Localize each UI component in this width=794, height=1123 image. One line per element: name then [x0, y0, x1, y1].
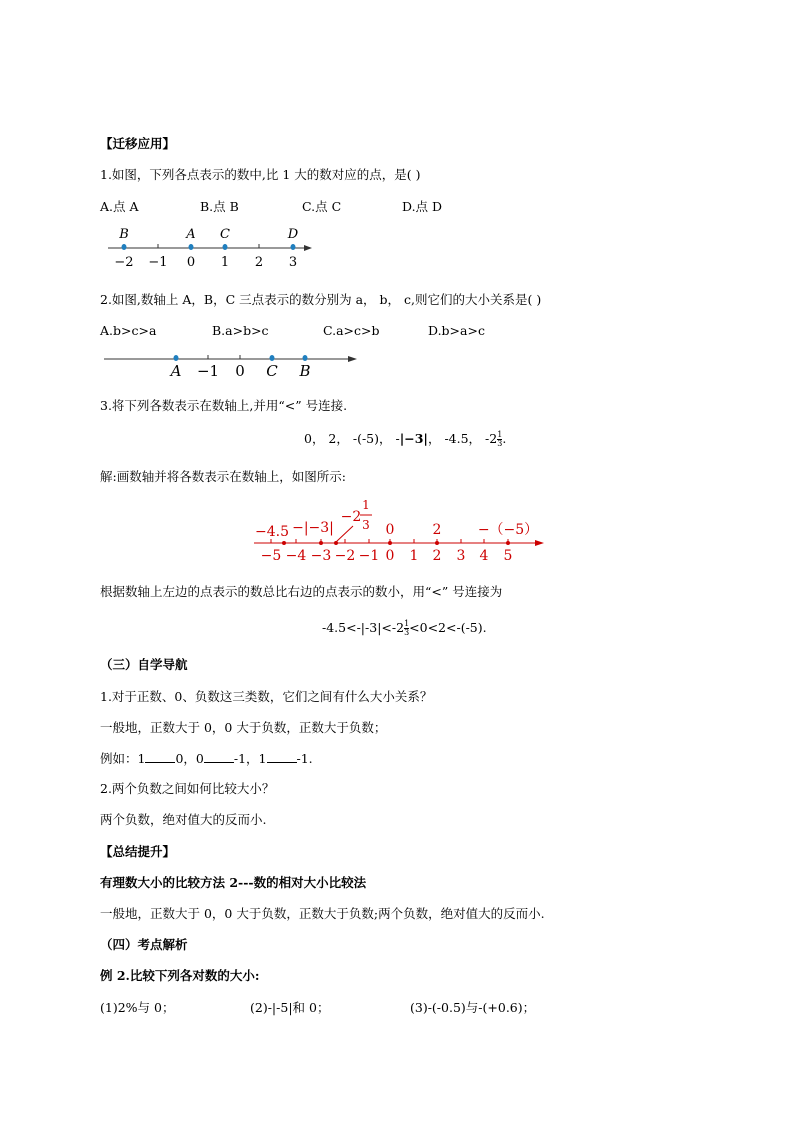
q3-label-two: 2	[432, 522, 442, 538]
question-3-stem: 3.将下列各数表示在数轴上,并用“<” 号连接.	[100, 398, 348, 413]
q3-tick-label: −3	[310, 548, 332, 564]
q1-point-a	[189, 244, 194, 250]
q2-label-c: C	[266, 362, 278, 380]
q3-tick-label: −4	[285, 548, 307, 564]
q1-label-c: C	[220, 227, 230, 242]
fill-blank[interactable]	[145, 750, 175, 763]
example-text: 0，0	[175, 751, 204, 766]
q3-tick-label: −2	[334, 548, 356, 564]
q3-tick-label: 3	[456, 548, 466, 564]
q1-point-c	[223, 244, 228, 250]
q3-tick-label: 4	[479, 548, 489, 564]
example-2-item-1: (1)2%与 0；	[100, 1000, 175, 1015]
section-heading-exam: （四）考点解析	[100, 937, 188, 952]
q3-conclusion: 根据数轴上左边的点表示的数总比右边的点表示的数小，用“<” 号连接为	[100, 584, 503, 599]
q3-point-zero	[388, 541, 392, 545]
summary-title: 有理数大小的比较方法 2---数的相对大小比较法	[100, 875, 367, 890]
q2-point-b	[303, 355, 308, 361]
q1-label-a: A	[186, 227, 196, 242]
q3-tick-label: 0	[385, 548, 395, 564]
summary-text: 一般地，正数大于 0，0 大于负数，正数大于负数;两个负数，绝对值大的反而小.	[100, 906, 545, 921]
fill-blank[interactable]	[204, 750, 234, 763]
example-2-title	[100, 966, 260, 984]
q3-answer-suffix: <0<2<-(-5).	[409, 620, 487, 635]
q3-label-frac-den: 3	[362, 518, 370, 532]
q3-point-minus-4-5	[282, 541, 286, 545]
q2-option-a: A.b>c>a	[100, 323, 157, 338]
fill-blank[interactable]	[267, 750, 297, 763]
q3-tick-label: 5	[503, 548, 513, 564]
self-study-question-1: 1.对于正数、0、负数这三类数，它们之间有什么大小关系？	[100, 689, 433, 704]
q3-answer-prefix: -4.5<-|-3|<-2	[322, 620, 405, 635]
q2-tick-label: 0	[235, 362, 245, 380]
q3-numbers-prefix: 0， 2， -(-5)， -	[304, 431, 400, 446]
q1-label-d: D	[287, 227, 299, 242]
q1-option-a: A.点 A	[100, 199, 139, 214]
q1-point-b	[122, 244, 127, 250]
q1-label-b: B	[119, 227, 129, 242]
example-title-text: 例 2.比较下列各对数的大小:	[100, 968, 260, 983]
q3-numbers-mid: ， -4.5， -2	[427, 431, 498, 446]
self-study-answer-2: 两个负数，绝对值大的反而小.	[100, 812, 267, 827]
q1-tick-label: 3	[288, 255, 298, 270]
q3-solution-intro: 解:画数轴并将各数表示在数轴上，如图所示:	[100, 469, 346, 484]
q2-label-b: B	[299, 362, 311, 380]
q3-numbers-abs: |−3|	[399, 431, 428, 446]
q1-tick-label: 0	[186, 255, 196, 270]
example-text: -1，1	[233, 751, 267, 766]
q3-tick-label: −5	[260, 548, 282, 564]
q3-label-minus-2: −2	[340, 509, 362, 525]
self-study-example	[100, 749, 313, 767]
example-2-item-3: (3)-(-0.5)与-(+0.6)；	[410, 1000, 536, 1015]
q3-label-minus-abs-3: −|−3|	[292, 520, 334, 536]
q2-option-c: C.a>c>b	[323, 323, 380, 338]
q3-point-two	[435, 541, 439, 545]
q3-point-minus-abs-3	[319, 541, 323, 545]
q3-answer	[322, 620, 487, 637]
q2-label-a: A	[170, 362, 182, 380]
q3-point-five	[506, 541, 510, 545]
q2-point-a	[174, 355, 179, 361]
fraction-denominator: 3	[497, 439, 503, 448]
q1-tick-label: 2	[254, 255, 264, 270]
section-heading-summary: 【总结提升】	[100, 844, 176, 859]
q2-tick-label: −1	[196, 362, 220, 380]
q1-point-d	[291, 244, 296, 250]
q2-number-line	[100, 348, 365, 380]
q2-option-d: D.b>a>c	[428, 323, 485, 338]
q3-number-line	[250, 496, 550, 568]
q3-label-minus-4-5: −4.5	[255, 524, 289, 540]
example-text: -1.	[296, 751, 313, 766]
q1-tick-label: −1	[148, 255, 168, 270]
fraction-denominator: 3	[404, 628, 410, 637]
section-heading-self-study: （三）自学导航	[100, 657, 188, 672]
q3-tick-label: 2	[432, 548, 442, 564]
section-heading-migrate: 【迁移应用】	[100, 136, 176, 151]
q1-tick-label: 1	[220, 255, 230, 270]
question-2-stem: 2.如图,数轴上 A，B，C 三点表示的数分别为 a， b， c,则它们的大小关系是( )	[100, 292, 542, 307]
q2-option-b: B.a>b>c	[212, 323, 269, 338]
q3-tick-label: 1	[409, 548, 419, 564]
fraction-numerator: 1	[404, 619, 410, 628]
self-study-answer-1: 一般地，正数大于 0，0 大于负数，正数大于负数；	[100, 720, 387, 735]
q2-point-c	[270, 355, 275, 361]
self-study-question-2: 2.两个负数之间如何比较大小？	[100, 781, 275, 796]
q1-option-c: C.点 C	[302, 199, 342, 214]
q3-label-zero: 0	[385, 522, 395, 538]
q3-tick-label: −1	[358, 548, 380, 564]
q3-label-neg-neg-5: −（−5）	[477, 522, 539, 538]
q3-number-list	[304, 429, 506, 448]
example-text: 例如：1	[100, 751, 146, 766]
example-2-item-2: (2)-|-5|和 0；	[250, 1000, 330, 1015]
q3-label-frac-num: 1	[362, 498, 370, 512]
q1-option-d: D.点 D	[402, 199, 443, 214]
fraction-numerator: 1	[497, 430, 503, 439]
q1-option-b: B.点 B	[200, 199, 239, 214]
q3-numbers-end: .	[502, 431, 507, 446]
q3-point-minus-2-1-3	[334, 541, 338, 545]
q1-tick-label: −2	[114, 255, 134, 270]
q1-number-line	[100, 222, 320, 272]
question-1-stem: 1.如图，下列各点表示的数中,比 1 大的数对应的点，是( )	[100, 167, 421, 182]
